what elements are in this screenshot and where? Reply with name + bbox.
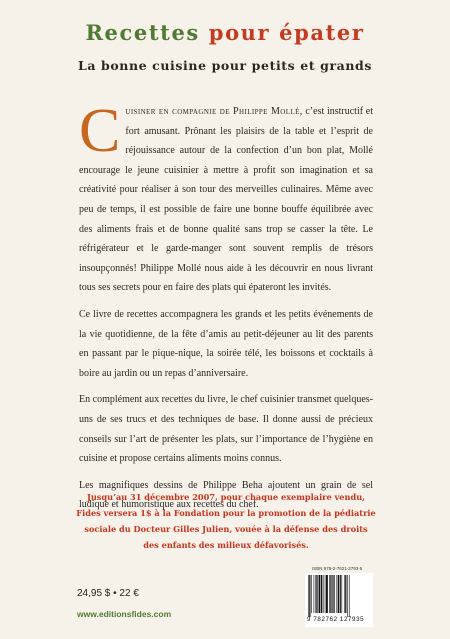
barcode-icon xyxy=(305,573,373,617)
charity-notice: Jusqu’au 31 décembre 2007, pour chaque exemplaire vendu, Fides versera 1$ à la Fondation pour la promotion de la pédiatrie sociale du Docteur Gilles Julien, vouée à la défense des droits des enfants des milieux défavorisés. xyxy=(76,492,376,550)
title-part-green: Recettes xyxy=(85,20,200,45)
back-cover-description xyxy=(79,97,373,522)
paragraph-1-lead: uisiner en compagnie de Philippe Mollé, xyxy=(125,106,303,117)
isbn-label: ISBN 978-2-7621-2793-5 xyxy=(312,566,363,571)
book-subtitle: La bonne cuisine pour petits et grands xyxy=(77,58,373,73)
price: 24,95 $ • 22 € xyxy=(77,588,139,599)
book-title xyxy=(0,20,450,45)
paragraph-2: Ce livre de recettes accompagnera les grands et les petits événements de la vie quotidienne, de la fête d’amis au petit-déjeuner au lit des parents en passant par le pique-nique, la soirée télé, les boissons et cocktails à boire au jardin ou un repas d’anniversaire. xyxy=(79,308,373,379)
paragraph-1 xyxy=(79,97,373,298)
drop-cap: C xyxy=(79,97,121,165)
isbn-digits: 9 782762 127935 xyxy=(307,616,365,623)
publisher-website: www.editionsfides.com xyxy=(77,609,172,619)
paragraph-3: En complément aux recettes du livre, le chef cuisinier transmet quelques-uns de ses trucs et des techniques de base. Il donne aussi de précieux conseils sur l’art de présenter les plats, sur l’importance de l’hygiène en cuisine et propose certains aliments moins connus. xyxy=(79,394,373,465)
paragraph-4: Les magnifiques dessins de Philippe Beha ajoutent un grain de sel ludique et humoristique aux recettes du chef. xyxy=(79,479,373,511)
paragraph-1-text: c’est instructif et fort amusant. Prônant les plaisirs de la table et l’esprit de réjouissance autour de la confection d’un bon plat, Mollé encourage le jeune cuisinier à mettre à profit son imagination et sa créativité pour réaliser à son tour des merveilles culinaires. Même avec peu de temps, il est possible de faire une bonne bouffe équilibrée avec des aliments frais et de bonne qualité sans trop se casser la tête. Le réfrigérateur et le garde-manger sont souvent remplis de trésors insoupçonnés! Philippe Mollé nous aide à les découvrir en nous livrant tous ses secrets pour en faire des plats qui épateront les invités. xyxy=(79,106,373,294)
title-part-red: pour épater xyxy=(208,20,365,45)
